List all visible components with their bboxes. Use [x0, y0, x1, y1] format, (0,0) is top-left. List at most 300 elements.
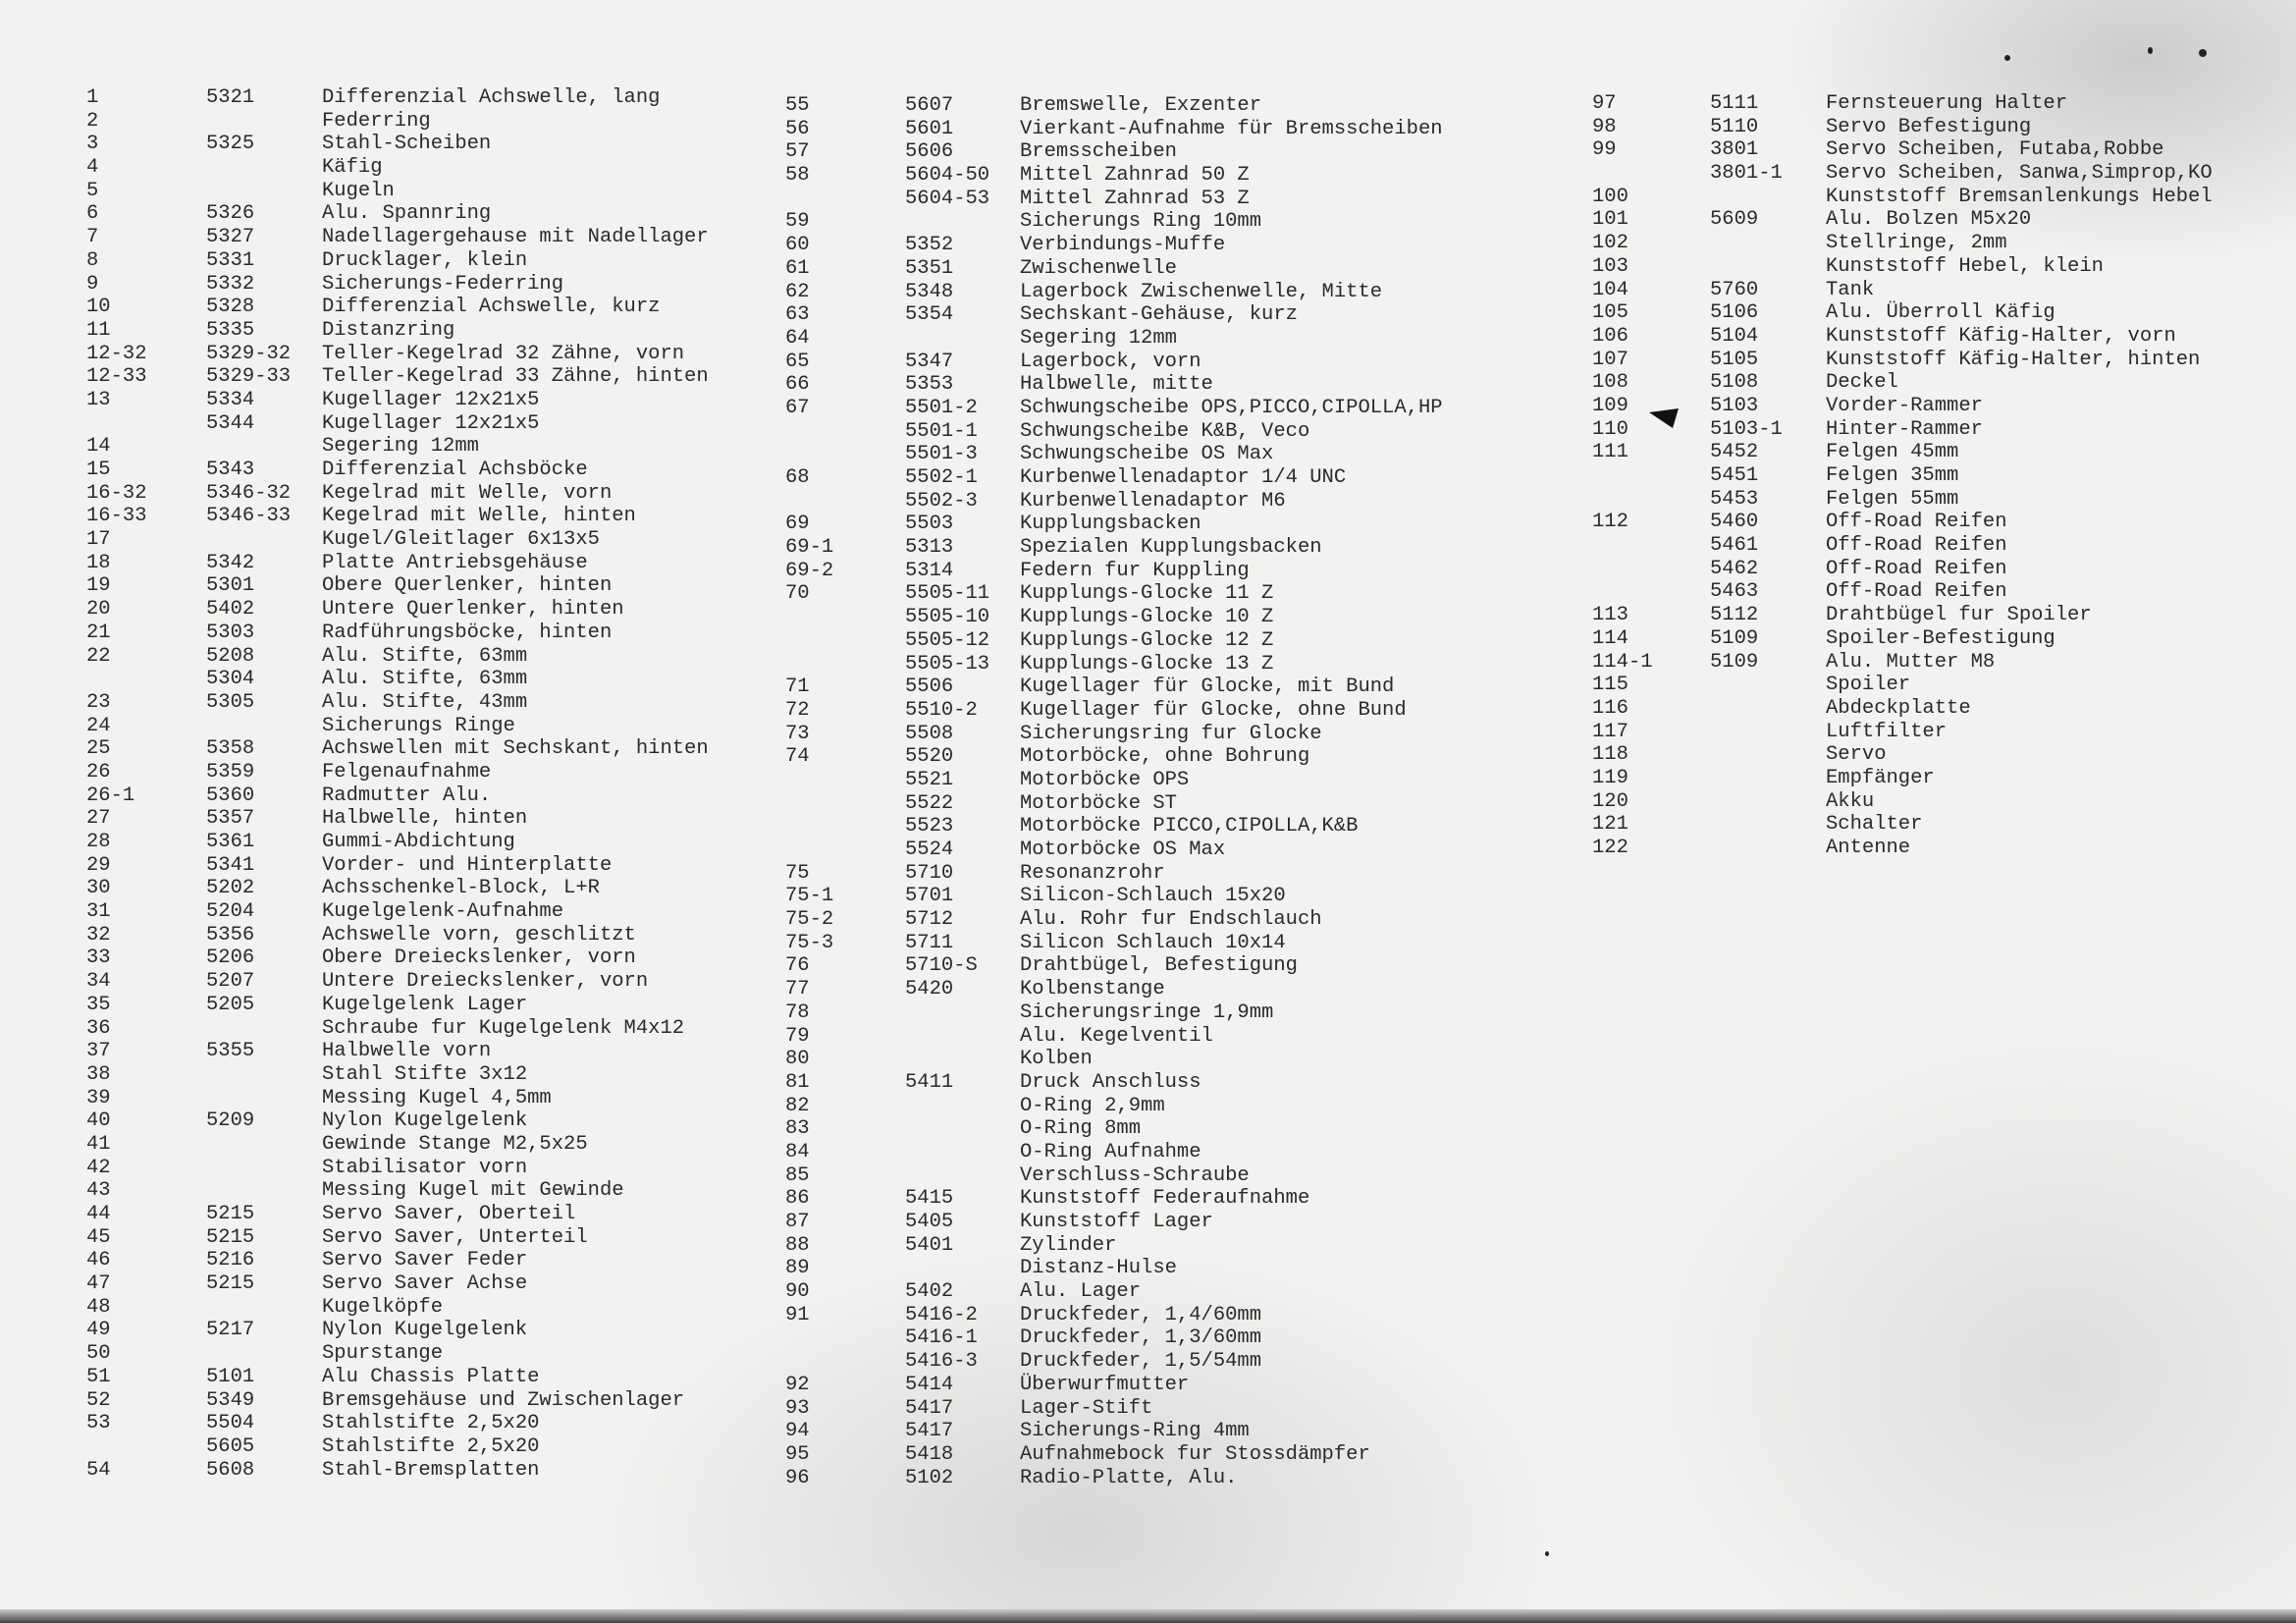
part-number: 5215 [206, 1225, 255, 1249]
part-number: 5601 [905, 117, 954, 140]
part-description: Federn fur Kuppling [1020, 559, 1250, 582]
parts-row [86, 202, 709, 226]
item-number: 30 [86, 877, 111, 900]
item-number: 28 [86, 831, 111, 853]
part-number: 5106 [1710, 301, 1759, 325]
part-description: Differenzial Achsböcke [322, 459, 588, 481]
part-description: Radio-Platte, Alu. [1020, 1466, 1238, 1489]
item-number: 5 [86, 179, 99, 202]
parts-row [1592, 325, 2213, 349]
parts-column-2 [785, 94, 1443, 1489]
item-number: 8 [86, 248, 99, 272]
part-number: 5109 [1710, 626, 1759, 650]
part-description: Achsschenkel-Block, L+R [322, 877, 600, 900]
part-description: Mittel Zahnrad 50 Z [1020, 164, 1250, 188]
item-number: 51 [86, 1365, 111, 1388]
part-description: Kugeln [322, 179, 395, 202]
part-number: 5417 [905, 1396, 954, 1420]
item-number: 85 [785, 1163, 810, 1187]
parts-row [785, 420, 1443, 444]
parts-row [86, 1249, 709, 1272]
part-number: 5416-3 [905, 1350, 978, 1374]
part-number [905, 1117, 1020, 1141]
parts-row [785, 303, 1443, 327]
parts-row [86, 1087, 709, 1110]
parts-row [86, 1203, 709, 1226]
parts-row [785, 373, 1443, 397]
parts-row [785, 397, 1443, 420]
item-number: 12-33 [86, 365, 147, 389]
parts-row [785, 257, 1443, 281]
part-number [206, 110, 322, 134]
part-number [905, 210, 1020, 234]
parts-row [86, 343, 709, 366]
parts-row [785, 164, 1443, 188]
item-number: 66 [785, 373, 810, 397]
item-number: 48 [86, 1295, 111, 1319]
part-number [1710, 813, 1826, 837]
part-number: 5313 [905, 536, 954, 560]
parts-row [86, 807, 709, 831]
part-number: 5110 [1710, 115, 1759, 138]
part-number: 5604-50 [905, 164, 990, 188]
parts-row [785, 1117, 1443, 1141]
parts-row [86, 1459, 709, 1483]
parts-row [86, 1063, 709, 1087]
part-number: 5344 [206, 411, 255, 435]
item-number: 24 [86, 714, 111, 737]
part-description: Platte Antriebsgehäuse [322, 551, 588, 574]
part-number: 5510-2 [905, 698, 978, 722]
part-number: 5712 [905, 908, 954, 932]
part-description: Kupplungs-Glocke 13 Z [1020, 652, 1274, 676]
part-description: Kunststoff Käfig-Halter, hinten [1826, 348, 2201, 371]
part-description: Kegelrad mit Welle, hinten [322, 505, 636, 528]
part-description: Sicherungsring fur Glocke [1020, 722, 1322, 745]
item-number: 107 [1592, 348, 1629, 371]
part-description: Kunststoff Lager [1020, 1211, 1213, 1233]
item-number: 1 [86, 86, 99, 109]
part-number: 5504 [206, 1412, 255, 1435]
part-description: Servo Saver, Oberteil [322, 1203, 576, 1225]
item-number: 82 [785, 1094, 810, 1117]
part-number: 5346-32 [206, 481, 292, 505]
parts-row [86, 1319, 709, 1342]
parts-row [86, 970, 709, 994]
part-description: O-Ring 2,9mm [1020, 1094, 1165, 1117]
item-number: 122 [1592, 837, 1629, 859]
parts-row [86, 528, 709, 552]
item-number: 80 [785, 1048, 810, 1071]
part-description: Servo Scheiben, Futaba,Robbe [1826, 138, 2164, 162]
part-description: Kugelgelenk-Aufnahme [322, 900, 564, 924]
item-number: 46 [86, 1249, 111, 1272]
item-number [785, 420, 905, 444]
parts-row [785, 1071, 1443, 1095]
part-number: 5501-1 [905, 419, 978, 443]
part-description: Tank [1826, 278, 1875, 301]
item-number: 103 [1592, 254, 1629, 278]
part-description: Segering 12mm [322, 435, 479, 459]
parts-row [1592, 488, 2213, 512]
part-number: 3801 [1710, 138, 1759, 162]
parts-row [86, 691, 709, 715]
parts-row [785, 351, 1443, 374]
parts-row [1592, 813, 2213, 837]
parts-row [86, 86, 709, 110]
part-description: Kugellager für Glocke, mit Bund [1020, 676, 1395, 699]
part-description: Alu Chassis Platte [322, 1365, 540, 1388]
part-number [206, 715, 322, 738]
item-number: 100 [1592, 185, 1629, 208]
part-description: Stahl-Bremsplatten [322, 1458, 540, 1482]
parts-row [86, 668, 709, 691]
part-number: 5415 [905, 1187, 954, 1211]
part-number: 5303 [206, 621, 255, 644]
part-description: Drahtbügel, Befestigung [1020, 954, 1298, 978]
part-number: 5508 [905, 722, 954, 745]
item-number: 54 [86, 1458, 111, 1482]
parts-row [86, 1040, 709, 1063]
part-number [206, 1133, 322, 1157]
part-number [1710, 232, 1826, 255]
item-number: 118 [1592, 743, 1629, 767]
part-description: Motorböcke OS Max [1020, 839, 1226, 861]
part-number: 5346-33 [206, 505, 292, 528]
part-number: 5402 [905, 1280, 954, 1304]
parts-row [86, 1157, 709, 1180]
part-description: Sicherungs Ringe [322, 714, 515, 737]
item-number: 102 [1592, 232, 1629, 255]
item-number: 114-1 [1592, 650, 1653, 674]
item-number: 97 [1592, 92, 1617, 115]
parts-row [785, 1304, 1443, 1327]
parts-row [785, 1420, 1443, 1443]
item-number: 115 [1592, 674, 1629, 697]
part-description: Zylinder [1020, 1233, 1117, 1257]
item-number [86, 1435, 206, 1459]
part-description: Stahlstifte 2,5x20 [322, 1434, 540, 1458]
item-number: 75-2 [785, 908, 834, 932]
item-number: 39 [86, 1086, 111, 1109]
part-number: 5204 [206, 900, 255, 924]
item-number: 67 [785, 396, 810, 419]
part-description: Kupplungsbacken [1020, 513, 1201, 536]
part-description: Spoiler-Befestigung [1826, 626, 2056, 650]
parts-row [785, 1397, 1443, 1421]
item-number: 114 [1592, 626, 1629, 650]
item-number: 38 [86, 1062, 111, 1086]
part-number: 5304 [206, 668, 255, 691]
parts-row [86, 226, 709, 249]
part-description: Empfänger [1826, 766, 1935, 789]
part-number: 5524 [905, 839, 954, 861]
scan-speck [2004, 55, 2010, 61]
part-description: Resonanzrohr [1020, 861, 1165, 885]
parts-row [86, 900, 709, 924]
part-description: O-Ring 8mm [1020, 1117, 1142, 1141]
part-description: Lagerbock, vorn [1020, 350, 1201, 373]
part-description: Alu. Kegelventil [1020, 1024, 1213, 1048]
part-description: Vierkant-Aufnahme für Bremsscheiben [1020, 117, 1443, 140]
part-description: Kunststoff Federaufnahme [1020, 1187, 1310, 1211]
part-description: Drucklager, klein [322, 248, 528, 272]
part-description: Kupplungs-Glocke 11 Z [1020, 582, 1274, 606]
part-number: 5461 [1710, 534, 1759, 558]
parts-row [1592, 395, 2213, 418]
parts-row [86, 156, 709, 180]
part-number: 5207 [206, 970, 255, 994]
parts-row [785, 606, 1443, 629]
item-number: 105 [1592, 301, 1629, 325]
part-number: 5335 [206, 318, 255, 342]
part-description: Nadellagergehause mit Nadellager [322, 226, 709, 249]
part-description: Segering 12mm [1020, 326, 1177, 350]
item-number: 117 [1592, 720, 1629, 743]
part-description: Servo Saver, Unterteil [322, 1225, 588, 1249]
item-number: 32 [86, 923, 111, 947]
parts-row [785, 1443, 1443, 1467]
item-number: 52 [86, 1388, 111, 1412]
part-description: Servo Befestigung [1826, 115, 2032, 138]
part-description: Nylon Kugelgelenk [322, 1109, 528, 1133]
item-number: 87 [785, 1211, 810, 1233]
part-number [206, 180, 322, 203]
parts-row [86, 389, 709, 412]
part-description: Kugel/Gleitlager 6x13x5 [322, 528, 600, 552]
part-number: 5401 [905, 1233, 954, 1257]
part-number: 5348 [905, 280, 954, 303]
part-number: 5216 [206, 1249, 255, 1272]
part-description: Zwischenwelle [1020, 256, 1177, 280]
parts-row [86, 1109, 709, 1133]
part-number: 5205 [206, 993, 255, 1016]
part-number: 5202 [206, 877, 255, 900]
parts-row [1592, 580, 2213, 604]
item-number: 41 [86, 1132, 111, 1156]
item-number: 98 [1592, 115, 1617, 138]
parts-row [785, 281, 1443, 304]
part-description: Stabilisator vorn [322, 1156, 528, 1179]
part-description: Untere Dreieckslenker, vorn [322, 970, 649, 994]
parts-row [1592, 651, 2213, 675]
parts-row [785, 1326, 1443, 1350]
parts-row [785, 1048, 1443, 1071]
part-description: Radführungsböcke, hinten [322, 621, 613, 644]
item-number: 108 [1592, 371, 1629, 395]
item-number: 40 [86, 1109, 111, 1133]
parts-row [785, 536, 1443, 560]
part-description: Bremswelle, Exzenter [1020, 94, 1262, 117]
parts-row [785, 188, 1443, 211]
part-description: Druck Anschluss [1020, 1070, 1201, 1094]
part-number: 5605 [206, 1434, 255, 1458]
item-number: 31 [86, 900, 111, 924]
part-description: Mittel Zahnrad 53 Z [1020, 187, 1250, 210]
part-number [905, 1001, 1020, 1025]
item-number: 84 [785, 1140, 810, 1163]
part-description: Alu. Lager [1020, 1280, 1142, 1304]
item-number: 56 [785, 117, 810, 140]
part-description: Untere Querlenker, hinten [322, 598, 624, 622]
part-description: Gummi-Abdichtung [322, 831, 515, 853]
part-description: Kunststoff Käfig-Halter, vorn [1826, 324, 2176, 348]
item-number: 79 [785, 1024, 810, 1048]
part-description: Kupplungs-Glocke 10 Z [1020, 606, 1274, 629]
item-number: 95 [785, 1442, 810, 1466]
part-description: Kurbenwellenadaptor 1/4 UNC [1020, 466, 1347, 489]
parts-row [785, 560, 1443, 583]
part-number: 5452 [1710, 441, 1759, 464]
item-number: 92 [785, 1373, 810, 1396]
parts-row [785, 490, 1443, 514]
parts-row [785, 908, 1443, 932]
parts-row [86, 319, 709, 343]
part-description: Kugellager 12x21x5 [322, 411, 540, 435]
part-number: 5361 [206, 831, 255, 853]
parts-row [785, 815, 1443, 839]
parts-row [86, 133, 709, 156]
part-number: 5332 [206, 272, 255, 296]
part-number: 5358 [206, 737, 255, 761]
part-description: Felgen 45mm [1826, 441, 1959, 464]
item-number: 42 [86, 1156, 111, 1179]
item-number: 81 [785, 1070, 810, 1094]
part-number: 5502-1 [905, 466, 978, 489]
item-number [785, 188, 905, 211]
item-number: 9 [86, 272, 99, 296]
parts-row [1592, 138, 2213, 162]
parts-row [1592, 208, 2213, 232]
item-number: 88 [785, 1233, 810, 1257]
part-description: Alu. Bolzen M5x20 [1826, 208, 2032, 232]
parts-row [86, 947, 709, 970]
part-description: Off-Road Reifen [1826, 580, 2007, 604]
item-number: 47 [86, 1272, 111, 1296]
parts-row [785, 1001, 1443, 1025]
item-number: 110 [1592, 417, 1629, 441]
part-description: Obere Querlenker, hinten [322, 574, 613, 598]
parts-row [86, 854, 709, 878]
item-number [785, 839, 905, 862]
item-number: 2 [86, 109, 99, 133]
part-description: Überwurfmutter [1020, 1373, 1190, 1396]
item-number: 61 [785, 256, 810, 280]
part-number [905, 1095, 1020, 1118]
parts-row [785, 954, 1443, 978]
item-number [785, 792, 905, 816]
parts-row [785, 653, 1443, 676]
parts-row [1592, 743, 2213, 767]
item-number: 45 [86, 1225, 111, 1249]
item-number [1592, 534, 1710, 558]
part-number: 5329-32 [206, 342, 292, 365]
part-number: 5105 [1710, 348, 1759, 371]
part-number: 5711 [905, 931, 954, 954]
part-number: 5503 [905, 513, 954, 536]
item-number: 76 [785, 954, 810, 978]
parts-row [1592, 441, 2213, 464]
item-number: 99 [1592, 138, 1617, 162]
item-number: 25 [86, 737, 111, 761]
item-number: 68 [785, 466, 810, 489]
parts-row [785, 1211, 1443, 1234]
parts-row [785, 118, 1443, 141]
part-description: Distanz-Hulse [1020, 1257, 1177, 1280]
part-number: 5353 [905, 373, 954, 397]
part-number [1710, 767, 1826, 790]
part-description: Schwungscheibe K&B, Veco [1020, 419, 1310, 443]
part-number: 5325 [206, 133, 255, 156]
part-description: Schwungscheibe OS Max [1020, 443, 1274, 466]
part-number [206, 1179, 322, 1203]
part-description: Motorböcke OPS [1020, 768, 1190, 791]
parts-row [785, 210, 1443, 234]
parts-row [86, 365, 709, 389]
parts-row [1592, 418, 2213, 442]
part-number: 5416-1 [905, 1326, 978, 1350]
parts-row [86, 1389, 709, 1413]
item-number: 59 [785, 210, 810, 234]
part-number [905, 327, 1020, 351]
item-number: 20 [86, 598, 111, 622]
item-number: 75-1 [785, 885, 834, 908]
item-number: 111 [1592, 441, 1629, 464]
part-number: 5341 [206, 853, 255, 877]
part-number [206, 1296, 322, 1320]
part-description: Stahlstifte 2,5x20 [322, 1412, 540, 1435]
part-number: 5102 [905, 1466, 954, 1489]
parts-row [785, 443, 1443, 466]
item-number: 60 [785, 234, 810, 257]
parts-row [86, 459, 709, 482]
item-number: 14 [86, 435, 111, 459]
item-number: 11 [86, 318, 111, 342]
part-number: 5604-53 [905, 187, 990, 210]
part-number [206, 1342, 322, 1366]
part-description: Kugelgelenk Lager [322, 993, 528, 1016]
part-number [905, 1257, 1020, 1280]
part-number: 5354 [905, 303, 954, 327]
part-number: 5451 [1710, 464, 1759, 487]
part-description: Stahl-Scheiben [322, 133, 492, 156]
item-number: 23 [86, 690, 111, 714]
part-number: 5343 [206, 459, 255, 481]
part-number: 5418 [905, 1442, 954, 1466]
part-description: Kurbenwellenadaptor M6 [1020, 489, 1286, 513]
parts-row [86, 877, 709, 900]
item-number [1592, 464, 1710, 488]
parts-row [1592, 371, 2213, 395]
item-number: 16-33 [86, 505, 147, 528]
part-description: Kolben [1020, 1048, 1093, 1071]
parts-row [785, 978, 1443, 1001]
item-number: 70 [785, 582, 810, 606]
part-number: 5208 [206, 644, 255, 668]
part-description: Nylon Kugelgelenk [322, 1319, 528, 1342]
item-number [1592, 558, 1710, 581]
part-description: Alu. Spannring [322, 202, 492, 226]
item-number: 113 [1592, 604, 1629, 627]
part-description: Druckfeder, 1,4/60mm [1020, 1303, 1262, 1326]
part-number: 5103 [1710, 394, 1759, 417]
item-number: 112 [1592, 511, 1629, 534]
parts-row [785, 94, 1443, 118]
item-number: 69-1 [785, 536, 834, 560]
parts-row [86, 180, 709, 203]
item-number: 75-3 [785, 931, 834, 954]
item-number [1592, 488, 1710, 512]
